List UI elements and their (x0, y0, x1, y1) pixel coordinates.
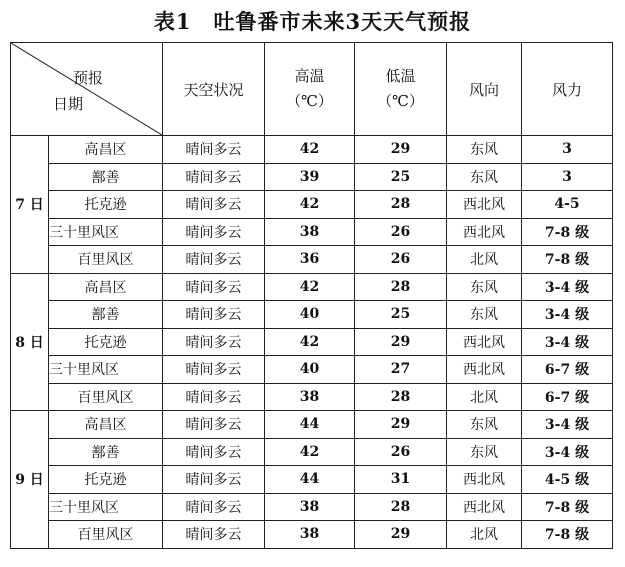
wind-direction-cell: 西北风 (447, 493, 522, 521)
wind-direction-cell: 东风 (447, 163, 522, 191)
header-sky: 天空状况 (163, 43, 265, 136)
wind-direction-cell: 东风 (447, 136, 522, 164)
wind-force-cell: 3-4 级 (522, 328, 613, 356)
high-temp-cell: 42 (265, 273, 355, 301)
low-temp-cell: 28 (355, 383, 447, 411)
wind-force-cell: 7-8 级 (522, 246, 613, 274)
sky-condition-cell: 晴间多云 (163, 493, 265, 521)
high-temp-cell: 42 (265, 438, 355, 466)
high-temp-cell: 40 (265, 356, 355, 384)
low-temp-cell: 29 (355, 411, 447, 439)
table-row (11, 273, 613, 301)
wind-direction-cell: 西北风 (447, 218, 522, 246)
wind-force-cell: 3-4 级 (522, 438, 613, 466)
high-temp-cell: 36 (265, 246, 355, 274)
header-high-temp (265, 43, 355, 136)
wind-direction-cell: 北风 (447, 521, 522, 549)
header-low-label: 低温 (385, 67, 416, 85)
corner-header-cell (11, 43, 163, 136)
wind-force-cell: 6-7 级 (522, 383, 613, 411)
table-row (11, 301, 613, 329)
district-cell: 鄯善 (49, 438, 163, 466)
wind-direction-cell: 西北风 (447, 191, 522, 219)
district-cell: 高昌区 (49, 136, 163, 164)
sky-condition-cell: 晴间多云 (163, 246, 265, 274)
high-temp-cell: 42 (265, 328, 355, 356)
sky-condition-cell: 晴间多云 (163, 191, 265, 219)
district-cell: 三十里风区 (49, 493, 163, 521)
high-temp-cell: 42 (265, 191, 355, 219)
header-low-unit: （℃） (377, 92, 424, 110)
low-temp-cell: 28 (355, 273, 447, 301)
table-row (11, 411, 613, 439)
district-cell: 鄯善 (49, 301, 163, 329)
wind-force-cell: 6-7 级 (522, 356, 613, 384)
day-label: 7 日 (11, 136, 49, 274)
low-temp-cell: 31 (355, 466, 447, 494)
district-cell: 百里风区 (49, 521, 163, 549)
sky-condition-cell: 晴间多云 (163, 273, 265, 301)
wind-force-cell: 3 (522, 163, 613, 191)
table-row (11, 356, 613, 384)
low-temp-cell: 29 (355, 521, 447, 549)
high-temp-cell: 38 (265, 493, 355, 521)
wind-direction-cell: 北风 (447, 383, 522, 411)
corner-forecast-label: 预报 (73, 69, 104, 87)
sky-condition-cell: 晴间多云 (163, 328, 265, 356)
corner-date-label: 日期 (53, 95, 84, 113)
low-temp-cell: 26 (355, 438, 447, 466)
district-cell: 百里风区 (49, 246, 163, 274)
table-row (11, 136, 613, 164)
forecast-table (10, 42, 613, 549)
low-temp-cell: 26 (355, 218, 447, 246)
header-wind-force: 风力 (522, 43, 613, 136)
day-label: 9 日 (11, 411, 49, 549)
wind-direction-cell: 北风 (447, 246, 522, 274)
sky-condition-cell: 晴间多云 (163, 356, 265, 384)
district-cell: 百里风区 (49, 383, 163, 411)
sky-condition-cell: 晴间多云 (163, 383, 265, 411)
wind-force-cell: 7-8 级 (522, 493, 613, 521)
header-wind-direction: 风向 (447, 43, 522, 136)
diagonal-line (11, 43, 162, 135)
district-cell: 鄯善 (49, 163, 163, 191)
wind-direction-cell: 东风 (447, 301, 522, 329)
low-temp-cell: 28 (355, 191, 447, 219)
table-row (11, 438, 613, 466)
high-temp-cell: 44 (265, 411, 355, 439)
table-row (11, 163, 613, 191)
low-temp-cell: 26 (355, 246, 447, 274)
district-cell: 三十里风区 (49, 218, 163, 246)
district-cell: 高昌区 (49, 411, 163, 439)
wind-force-cell: 3-4 级 (522, 273, 613, 301)
sky-condition-cell: 晴间多云 (163, 301, 265, 329)
wind-force-cell: 4-5 (522, 191, 613, 219)
table-row (11, 246, 613, 274)
high-temp-cell: 38 (265, 521, 355, 549)
high-temp-cell: 44 (265, 466, 355, 494)
day-label: 8 日 (11, 273, 49, 411)
sky-condition-cell: 晴间多云 (163, 163, 265, 191)
high-temp-cell: 39 (265, 163, 355, 191)
district-cell: 托克逊 (49, 328, 163, 356)
header-low-temp (355, 43, 447, 136)
district-cell: 三十里风区 (49, 356, 163, 384)
high-temp-cell: 38 (265, 218, 355, 246)
table-title: 表1 吐鲁番市未来3天天气预报 (153, 9, 472, 34)
low-temp-cell: 27 (355, 356, 447, 384)
wind-force-cell: 7-8 级 (522, 218, 613, 246)
high-temp-cell: 40 (265, 301, 355, 329)
header-high-unit: （℃） (286, 92, 333, 110)
wind-direction-cell: 东风 (447, 411, 522, 439)
wind-direction-cell: 西北风 (447, 356, 522, 384)
wind-force-cell: 3-4 级 (522, 301, 613, 329)
district-cell: 高昌区 (49, 273, 163, 301)
wind-direction-cell: 西北风 (447, 466, 522, 494)
sky-condition-cell: 晴间多云 (163, 411, 265, 439)
low-temp-cell: 29 (355, 328, 447, 356)
high-temp-cell: 38 (265, 383, 355, 411)
wind-force-cell: 3-4 级 (522, 411, 613, 439)
wind-force-cell: 4-5 级 (522, 466, 613, 494)
table-row (11, 328, 613, 356)
district-cell: 托克逊 (49, 466, 163, 494)
low-temp-cell: 28 (355, 493, 447, 521)
sky-condition-cell: 晴间多云 (163, 136, 265, 164)
table-row (11, 521, 613, 549)
low-temp-cell: 29 (355, 136, 447, 164)
table-row (11, 218, 613, 246)
district-cell: 托克逊 (49, 191, 163, 219)
sky-condition-cell: 晴间多云 (163, 466, 265, 494)
low-temp-cell: 25 (355, 163, 447, 191)
wind-direction-cell: 东风 (447, 273, 522, 301)
wind-force-cell: 3 (522, 136, 613, 164)
wind-direction-cell: 东风 (447, 438, 522, 466)
table-row (11, 383, 613, 411)
sky-condition-cell: 晴间多云 (163, 218, 265, 246)
table-row (11, 493, 613, 521)
header-row (11, 43, 613, 136)
wind-direction-cell: 西北风 (447, 328, 522, 356)
high-temp-cell: 42 (265, 136, 355, 164)
wind-force-cell: 7-8 级 (522, 521, 613, 549)
sky-condition-cell: 晴间多云 (163, 438, 265, 466)
header-high-label: 高温 (294, 67, 325, 85)
low-temp-cell: 25 (355, 301, 447, 329)
table-row (11, 466, 613, 494)
table-row (11, 191, 613, 219)
sky-condition-cell: 晴间多云 (163, 521, 265, 549)
